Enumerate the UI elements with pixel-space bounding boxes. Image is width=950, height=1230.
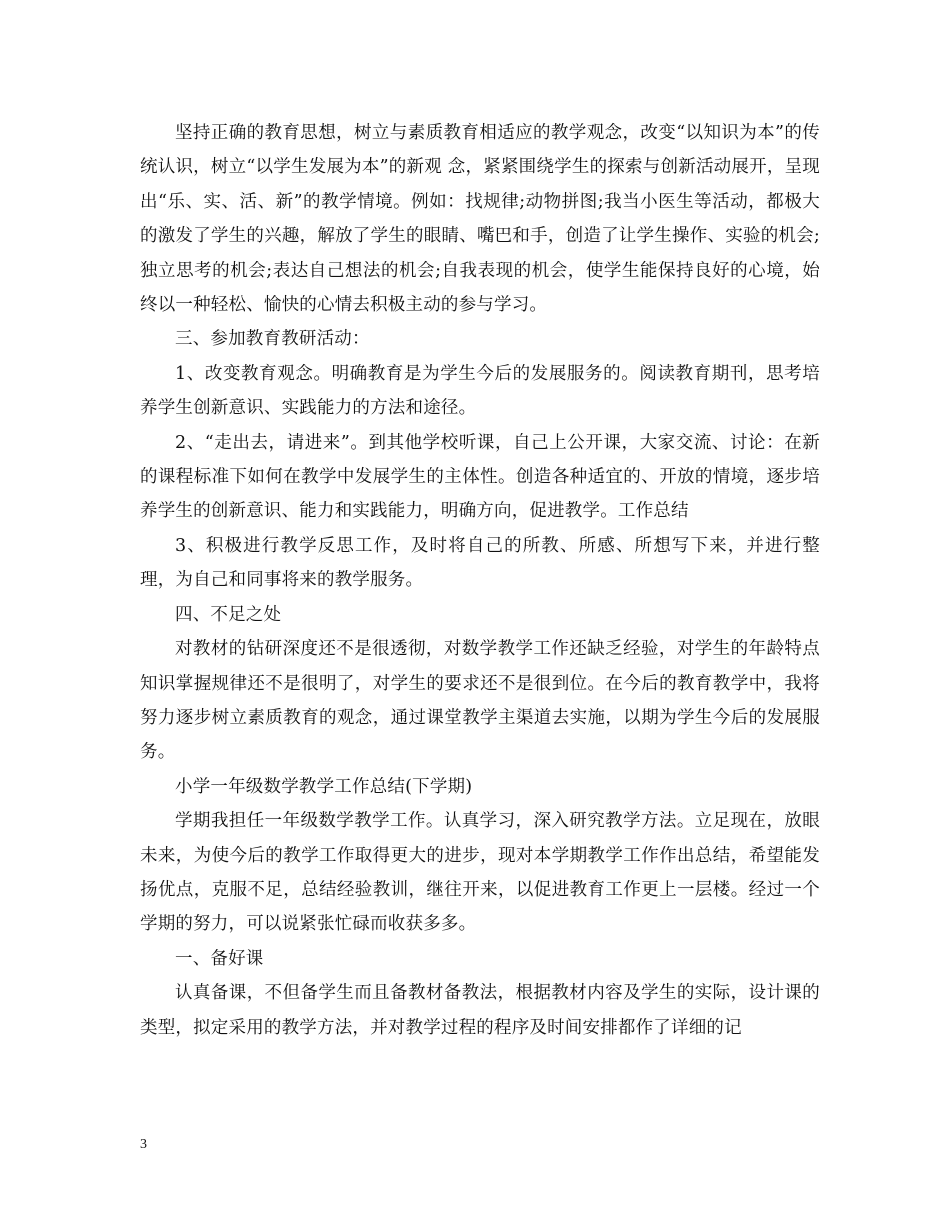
- heading-lesson-preparation: 一、备好课: [175, 948, 264, 969]
- paragraph-research-item-2: 2、“走出去，请进来”。到其他学校听课，自己上公开课，大家交流、讨论：在新的课程标准下如何在教学中发展学生的主体性。创造各种适宜的、开放的情境，逐步培养学生的创新意识、能力和实践能力，明确方向，促进教学。工作总结: [140, 432, 820, 522]
- heading-research-activities: 三、参加教育教研活动：: [175, 329, 370, 350]
- paragraph-lesson-preparation: 认真备课，不但备学生而且备教材备教法，根据教材内容及学生的实际，设计课的类型，拟定采用的教学方法，并对教学过程的程序及时间安排都作了详细的记: [140, 983, 820, 1038]
- paragraph-summary-intro: 学期我担任一年级数学教学工作。认真学习，深入研究教学方法。立足现在，放眼未来，为使今后的教学工作取得更大的进步，现对本学期教学工作作出总结，希望能发扬优点，克服不足，总结经验教训，继往开来，以促进教育工作更上一层楼。经过一个学期的努力，可以说紧张忙碌而收获多多。: [140, 811, 820, 935]
- paragraph-shortcomings: 对教材的钻研深度还不是很透彻，对数学教学工作还缺乏经验，对学生的年龄特点知识掌握规律还不是很明了，对学生的要求还不是很到位。在今后的教育教学中，我将努力逐步树立素质教育的观念，通过课堂教学主渠道去实施，以期为学生今后的发展服务。: [140, 639, 820, 763]
- paragraph-research-item-3: 3、积极进行教学反思工作，及时将自己的所教、所感、所想写下来，并进行整理，为自己和同事将来的教学服务。: [140, 535, 820, 591]
- document-body: [140, 116, 820, 1045]
- page-number: 3: [140, 1137, 147, 1152]
- section-title-summary: 小学一年级数学教学工作总结(下学期): [175, 776, 473, 797]
- heading-shortcomings: 四、不足之处: [175, 604, 282, 625]
- paragraph-teaching-philosophy: 坚持正确的教育思想，树立与素质教育相适应的教学观念，改变“以知识为本”的传统认识，树立“以学生发展为本”的新观 念，紧紧围绕学生的探索与创新活动展开，呈现出“乐、实、活、新”的教学情境。例如：找规律;动物拼图;我当小医生等活动，都极大的激发了学生的兴趣，解放了学生的眼睛、嘴巴和手，创造了让学生操作、实验的机会;独立思考的机会;表达自己想法的机会;自我表现的机会，使学生能保持良好的心境，始终以一种轻松、愉快的心情去积极主动的参与学习。: [140, 123, 820, 316]
- paragraph-research-item-1: 1、改变教育观念。明确教育是为学生今后的发展服务的。阅读教育期刊，思考培养学生创新意识、实践能力的方法和途径。: [140, 363, 820, 419]
